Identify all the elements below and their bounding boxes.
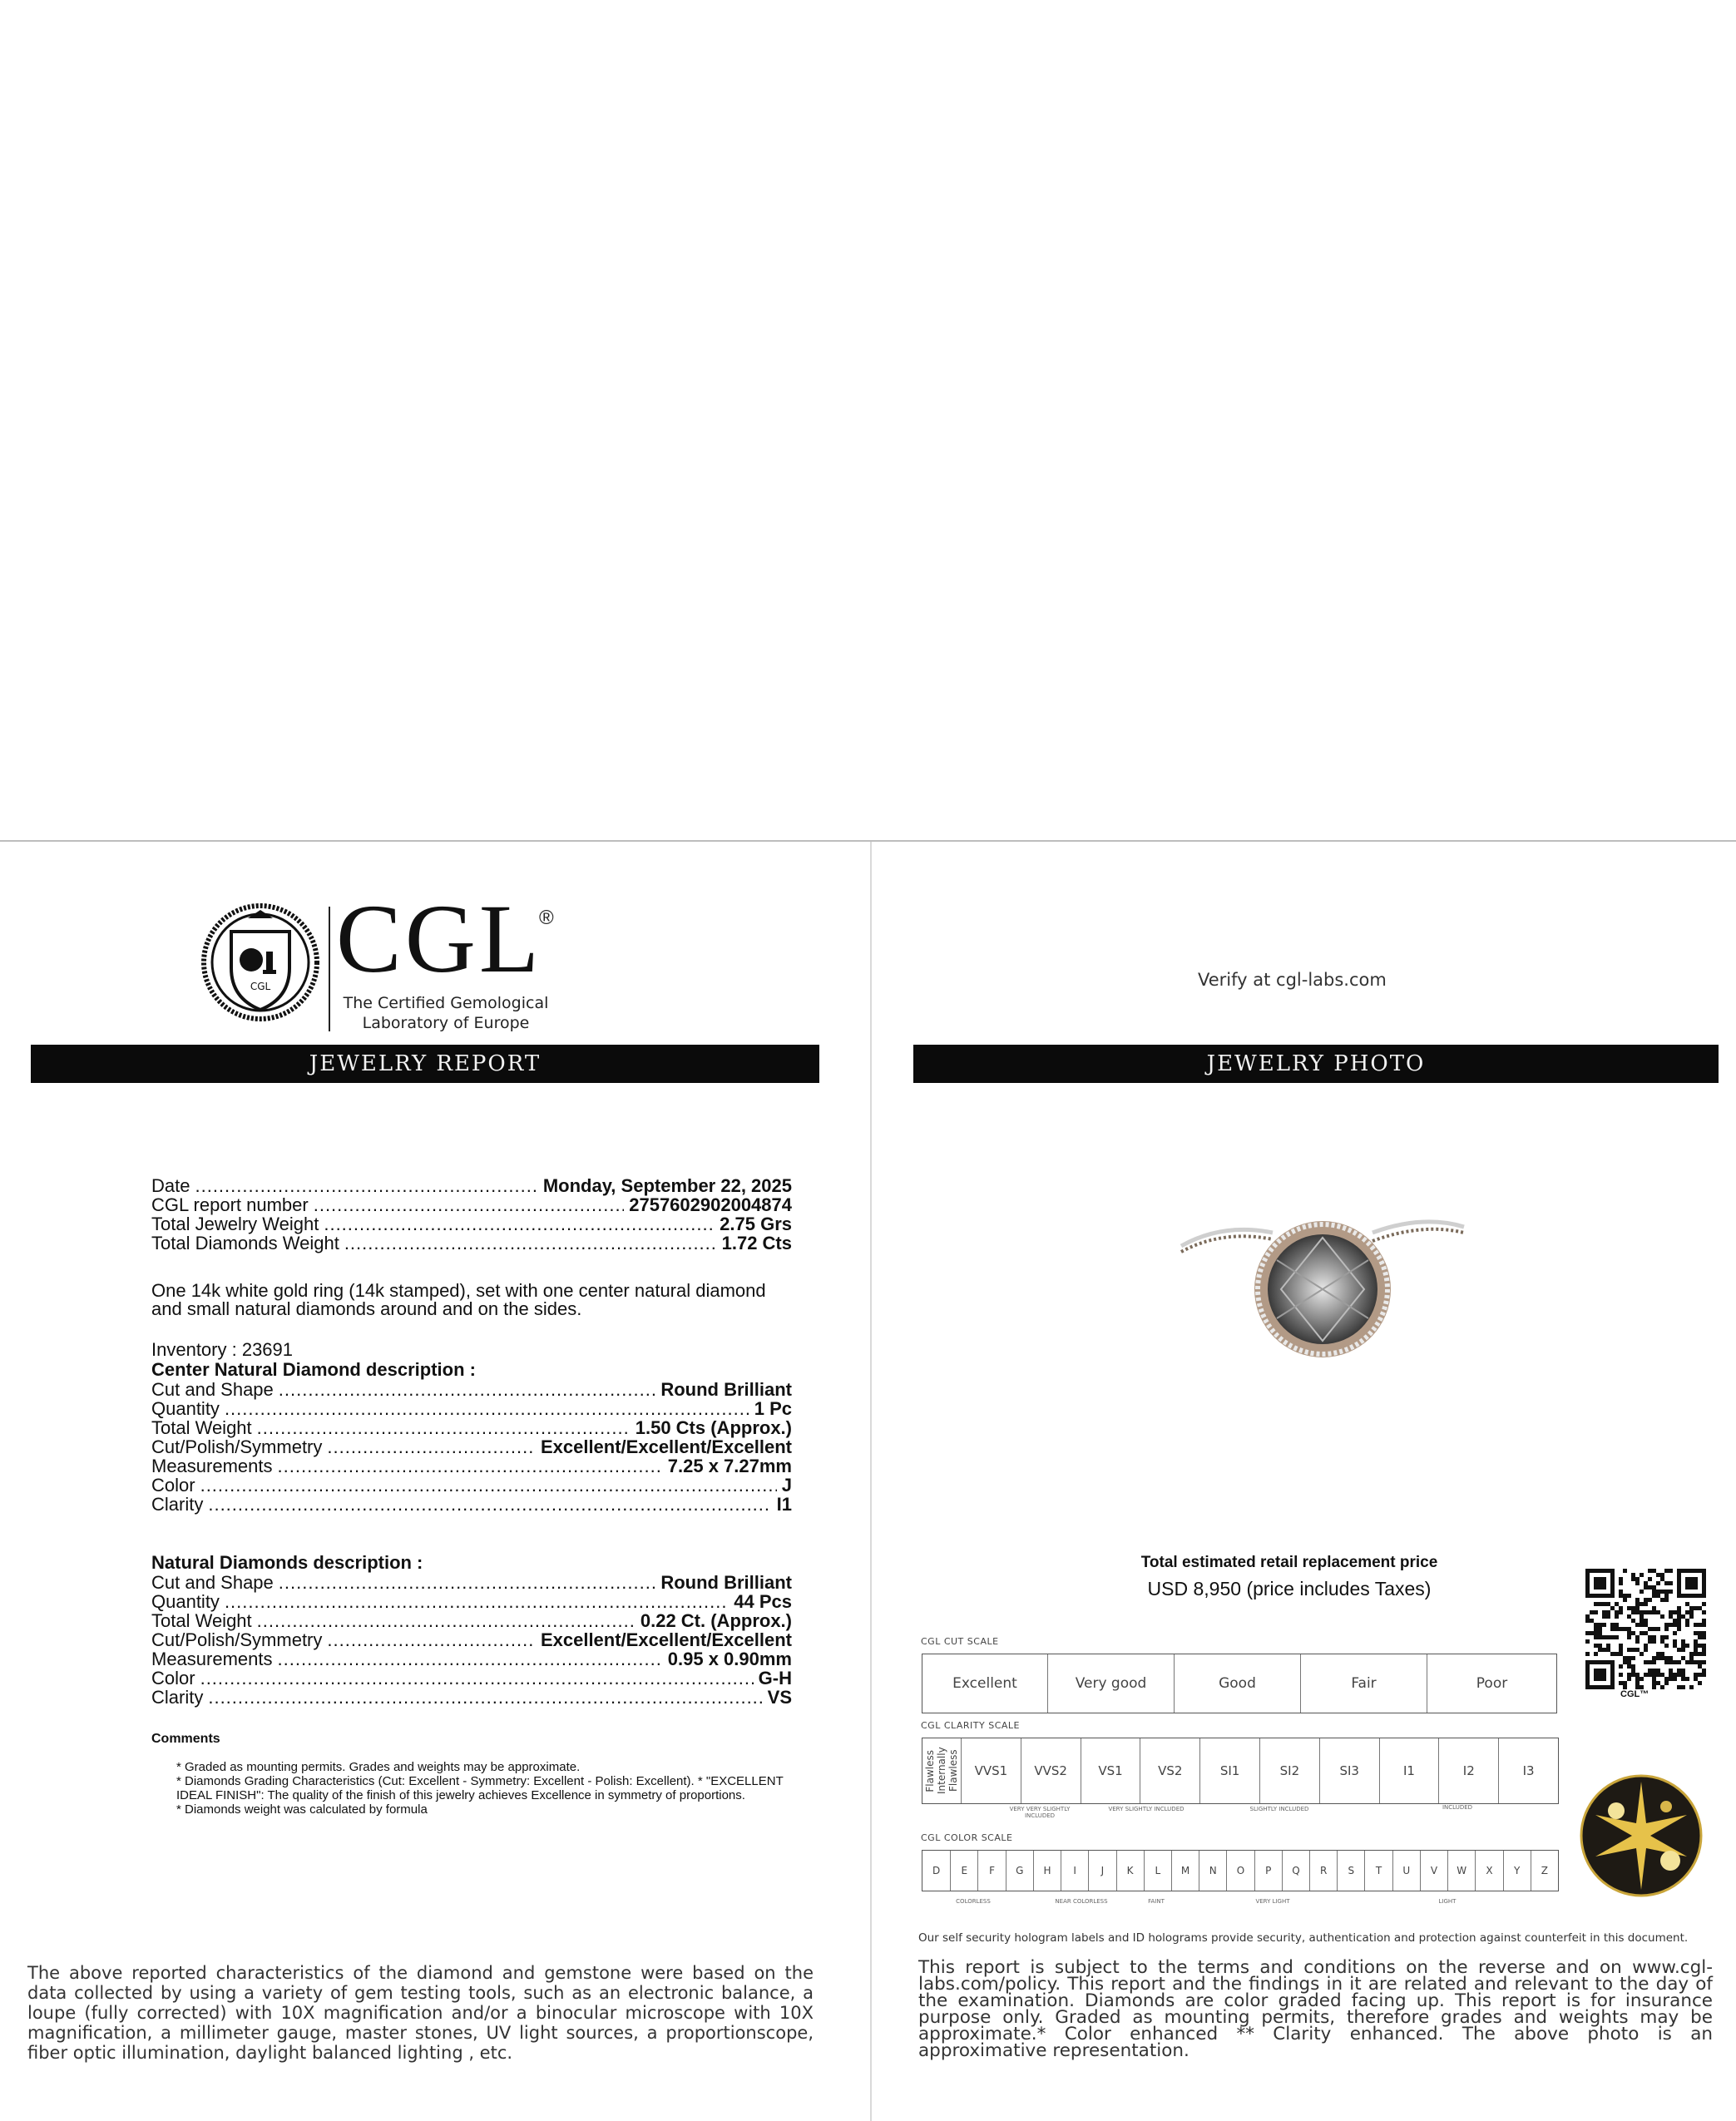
fold-line [0,840,1736,842]
color-scale-cell: N [1199,1851,1226,1891]
brand-subtitle-2: Laboratory of Europe [362,1014,530,1032]
natural-diamond-row [151,1649,792,1669]
hologram-note: Our self security hologram labels and ID holograms provide security, authentication and protection against counterfeit in this document. [918,1931,1689,1945]
natural-diamond-row [151,1592,792,1611]
color-scale-cell: U [1392,1851,1420,1891]
report-summary [151,1176,792,1253]
leader-dots [200,1476,777,1495]
color-scale-cell: D [932,1865,941,1876]
security-hologram-icon [1579,1773,1704,1898]
color-scale-cell: M [1171,1851,1199,1891]
cut-scale-cell: Good [1174,1654,1300,1713]
leader-dots [208,1688,762,1707]
center-diamond-label: Quantity [151,1398,220,1419]
clarity-scale-cell: SI1 [1199,1738,1259,1803]
cut-scale-label: CGL CUT SCALE [921,1636,999,1647]
center-fold-line [870,842,872,2121]
natural-diamond-value: Round Brilliant [660,1572,792,1593]
color-scale-cell: K [1116,1851,1144,1891]
color-scale-cell: Z [1531,1851,1558,1891]
natural-diamond-label: Cut/Polish/Symmetry [151,1629,323,1650]
price-value: USD 8,950 (price includes Taxes) [1147,1578,1432,1599]
natural-diamond-row [151,1669,792,1688]
color-scale-cell: E [950,1851,977,1891]
center-diamond-row [151,1380,792,1399]
natural-diamond-label: Color [151,1668,195,1688]
natural-diamond-label: Cut and Shape [151,1572,274,1593]
center-diamond-row [151,1437,792,1456]
leader-dots [327,1630,536,1649]
cut-scale-cell: Excellent [952,1675,1017,1692]
natural-diamond-value: 44 Pcs [734,1591,792,1612]
comment-2: * Diamonds Grading Characteristics (Cut: Excellent - Symmetry: Excellent - Polish: Excellent). * "EXCELLENT IDEAL FINISH": The quality of the finish of this jewelry achieves Excellence in symmetry of proportions. [176,1774,784,1802]
summary-label: CGL report number [151,1194,309,1215]
leader-dots [324,1214,715,1234]
right-footer-text: This report is subject to the terms and conditions on the reverse and on www.cgl-labs.com/policy. This report and the findings in it are related and relevant to the day of the examination. Diamonds are color graded facing up. This report is for insurance purpose only. Graded as mounting permits, therefore grades and weights may be approximate.* Color enhanced ** Clarity enhanced. The above photo is an approximative representation. [918,1957,1713,2061]
center-diamond-value: 1.50 Cts (Approx.) [635,1417,792,1438]
center-diamond-label: Cut and Shape [151,1379,274,1400]
center-diamond-table [151,1380,792,1514]
color-scale-cell: F [977,1851,1005,1891]
leader-dots [279,1573,656,1592]
natural-diamond-label: Measurements [151,1649,273,1669]
center-diamond-label: Cut/Polish/Symmetry [151,1436,323,1457]
summary-label: Total Diamonds Weight [151,1233,339,1253]
center-diamond-value: I1 [776,1494,792,1515]
color-scale-cell: P [1254,1851,1282,1891]
natural-diamond-row [151,1630,792,1649]
summary-label: Total Jewelry Weight [151,1214,319,1234]
natural-diamond-label: Clarity [151,1687,204,1708]
color-scale-cell: L [1144,1851,1171,1891]
inventory-line: Inventory : 23691 [151,1339,294,1360]
verify-text: Verify at cgl-labs.com [1198,970,1387,990]
leader-dots [327,1437,536,1456]
leader-dots [257,1611,636,1630]
leader-dots [225,1399,749,1418]
color-scale-label: CGL COLOR SCALE [921,1832,1013,1843]
clarity-scale-cell: SI3 [1319,1738,1379,1803]
left-footer-text: The above reported characteristics of the diamond and gemstone were based on the data collected by using a variety of gem testing tools, such as an electronic balance, a loupe (fully corrected) with 10X magnification and/or a binocular microscope with 10X magnification, a millimeter gauge, master stones, UV light sources, a proportionscope, fiber optic illumination, daylight balanced lighting , etc. [27,1963,814,2063]
clarity-scale-label: CGL CLARITY SCALE [921,1720,1021,1731]
clarity-scale-cell: VVS1 [961,1738,1021,1803]
cut-scale-cell: Fair [1300,1654,1427,1713]
color-scale [922,1850,1559,1891]
clarity-scale-cell: VS2 [1140,1738,1199,1803]
color-scale-cell: J [1088,1851,1115,1891]
center-diamond-row [151,1418,792,1437]
cgl-seal-icon [193,900,328,1025]
color-scale-cell: O [1226,1851,1254,1891]
natural-diamond-value: 0.22 Ct. (Approx.) [640,1610,792,1631]
color-group-light: LIGHT [1438,1898,1457,1905]
comment-3: * Diamonds weight was calculated by formula [176,1802,428,1817]
leader-dots [314,1195,625,1214]
clarity-scale [922,1738,1559,1804]
natural-diamond-row [151,1573,792,1592]
brand-wordmark: CGL [336,884,542,993]
natural-diamond-label: Quantity [151,1591,220,1612]
natural-diamond-value: G-H [758,1668,792,1688]
clarity-group-si: SLIGHTLY INCLUDED [1249,1806,1309,1812]
center-diamond-row [151,1456,792,1476]
clarity-scale-cell: I2 [1438,1738,1498,1803]
cut-scale [922,1654,1557,1713]
seal-text: CGL [250,981,271,992]
natural-diamond-row [151,1611,792,1630]
comments-title: Comments [151,1732,220,1746]
cut-scale-cell: Very good [1047,1654,1174,1713]
clarity-group-vvsi: VERY VERY SLIGHTLY INCLUDED [1009,1806,1071,1819]
price-title: Total estimated retail replacement price [1140,1554,1438,1571]
center-diamond-label: Measurements [151,1456,273,1476]
leader-dots [257,1418,631,1437]
color-scale-cell: I [1061,1851,1088,1891]
color-scale-cell: W [1447,1851,1475,1891]
leader-dots [279,1380,656,1399]
natural-diamond-row [151,1688,792,1707]
center-diamond-value: J [781,1475,792,1496]
jewelry-report-bar [31,1045,819,1083]
color-scale-cell: Y [1503,1851,1531,1891]
color-scale-cell: G [1006,1851,1033,1891]
center-diamond-label: Color [151,1475,195,1496]
color-scale-cell: V [1420,1851,1447,1891]
color-group-faint: FAINT [1148,1898,1165,1905]
summary-value: 2.75 Grs [720,1214,792,1234]
clarity-scale-cell: VVS2 [1021,1738,1081,1803]
clarity-vertical-label: Flawless [924,1749,936,1792]
color-group-very-light: VERY LIGHT [1255,1898,1290,1905]
summary-value: Monday, September 22, 2025 [542,1175,792,1196]
center-diamond-label: Total Weight [151,1417,252,1438]
summary-row [151,1214,792,1234]
summary-value: 2757602902004874 [629,1194,792,1215]
leader-dots [195,1176,537,1195]
color-group-near-colorless: NEAR COLORLESS [1055,1898,1108,1905]
center-diamond-value: Round Brilliant [660,1379,792,1400]
center-diamond-row [151,1476,792,1495]
leader-dots [208,1495,771,1514]
natural-diamonds-title: Natural Diamonds description : [151,1552,423,1573]
color-scale-cell: X [1475,1851,1502,1891]
comment-1: * Graded as mounting permits. Grades and weights may be approximate. [176,1760,581,1774]
center-diamond-value: Excellent/Excellent/Excellent [540,1436,792,1457]
leader-dots [278,1649,663,1669]
clarity-scale-cell: VS1 [1081,1738,1140,1803]
center-diamond-value: 1 Pc [754,1398,792,1419]
natural-diamond-label: Total Weight [151,1610,252,1631]
leader-dots [200,1669,754,1688]
summary-row [151,1195,792,1214]
leader-dots [225,1592,729,1611]
summary-row [151,1176,792,1195]
registered-mark: ® [539,907,554,929]
logo-divider [329,907,330,1031]
qr-code-icon [1585,1569,1706,1689]
jewelry-photo-title: JEWELRY PHOTO [1206,1051,1426,1076]
leader-dots [344,1234,717,1253]
summary-value: 1.72 Cts [721,1233,792,1253]
ring-photo [1173,1198,1472,1397]
natural-diamond-value: 0.95 x 0.90mm [667,1649,792,1669]
natural-diamond-value: Excellent/Excellent/Excellent [540,1629,792,1650]
clarity-vertical-label: Internally Flawless [936,1747,959,1795]
comments-list [176,1760,792,1817]
color-scale-cell: R [1309,1851,1337,1891]
center-diamond-row [151,1495,792,1514]
natural-diamonds-table [151,1573,792,1707]
center-diamond-label: Clarity [151,1494,204,1515]
jewelry-photo-bar [913,1045,1719,1083]
center-diamond-row [151,1399,792,1418]
qr-label: CGL™ [1620,1689,1649,1699]
clarity-group-i: INCLUDED [1442,1804,1473,1811]
summary-label: Date [151,1175,190,1196]
color-scale-cell: Q [1282,1851,1309,1891]
jewelry-report-title: JEWELRY REPORT [309,1051,542,1076]
clarity-scale-cell: I1 [1379,1738,1439,1803]
clarity-flawless-group [922,1738,961,1803]
color-scale-cell: S [1337,1851,1364,1891]
center-diamond-value: 7.25 x 7.27mm [667,1456,792,1476]
center-diamond-title: Center Natural Diamond description : [151,1359,476,1380]
color-scale-cell: T [1364,1851,1392,1891]
natural-diamond-value: VS [767,1687,792,1708]
clarity-scale-cell: SI2 [1259,1738,1319,1803]
summary-row [151,1234,792,1253]
brand-subtitle-1: The Certified Gemological [343,994,549,1012]
clarity-group-vsi: VERY SLIGHTLY INCLUDED [1108,1806,1185,1812]
leader-dots [278,1456,663,1476]
clarity-scale-cell: I3 [1498,1738,1558,1803]
ring-description: One 14k white gold ring (14k stamped), set with one center natural diamond and small natural diamonds around and on the sides. [151,1280,766,1319]
color-scale-cell: H [1033,1851,1061,1891]
color-group-colorless: COLORLESS [956,1898,991,1905]
cut-scale-cell: Poor [1427,1654,1556,1713]
